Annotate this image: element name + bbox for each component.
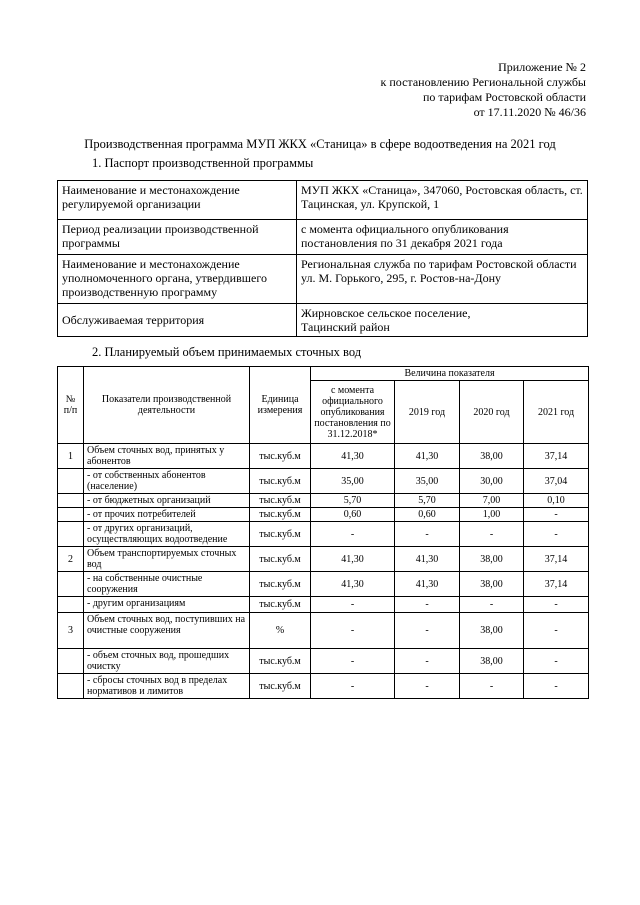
row-value: - [395, 522, 460, 547]
row-value: - [311, 674, 395, 699]
row-unit: % [250, 613, 311, 649]
row-number [58, 508, 84, 522]
row-value: - [524, 508, 589, 522]
row-value: - [460, 522, 524, 547]
appendix-line: от 17.11.2020 № 46/36 [473, 105, 586, 119]
table-row [58, 572, 589, 597]
row-value: 38,00 [460, 444, 524, 469]
row-value: 41,30 [395, 572, 460, 597]
header-value-group: Величина показателя [311, 367, 589, 381]
document-title: Производственная программа МУП ЖКХ «Станица» в сфере водоотведения на 2021 год [84, 137, 556, 151]
row-indicator: Объем сточных вод, поступивших на очистные сооружения [84, 613, 250, 649]
row-unit: тыс.куб.м [250, 649, 311, 674]
row-value: 0,60 [395, 508, 460, 522]
row-unit: тыс.куб.м [250, 547, 311, 572]
row-indicator: - от прочих потребителей [84, 508, 250, 522]
header-row [58, 367, 589, 381]
row-unit: тыс.куб.м [250, 572, 311, 597]
row-value: 41,30 [395, 547, 460, 572]
row-number [58, 649, 84, 674]
row-value: 1,00 [460, 508, 524, 522]
row-value: - [395, 597, 460, 613]
table-row [58, 547, 589, 572]
row-number [58, 674, 84, 699]
passport-row [58, 255, 588, 304]
section-2-title: 2. Планируемый объем принимаемых сточных вод [92, 345, 362, 359]
row-indicator: - объем сточных вод, прошедших очистку [84, 649, 250, 674]
row-value: 0,10 [524, 494, 589, 508]
passport-label: Наименование и местонахождение регулируемой организации [58, 181, 297, 220]
table-row [58, 674, 589, 699]
header-num: № п/п [58, 367, 84, 444]
table-row [58, 469, 589, 494]
header-col-3: 2020 год [460, 381, 524, 444]
row-indicator: - от других организаций, осуществляющих водоотведение [84, 522, 250, 547]
row-value: 5,70 [395, 494, 460, 508]
row-unit: тыс.куб.м [250, 597, 311, 613]
row-value: 38,00 [460, 572, 524, 597]
row-value: 41,30 [311, 572, 395, 597]
row-number: 3 [58, 613, 84, 649]
table-row [58, 494, 589, 508]
header-col-4: 2021 год [524, 381, 589, 444]
row-value: - [524, 597, 589, 613]
row-unit: тыс.куб.м [250, 508, 311, 522]
row-number [58, 494, 84, 508]
row-value: 30,00 [460, 469, 524, 494]
passport-label: Обслуживаемая территория [58, 304, 297, 337]
table-row [58, 522, 589, 547]
row-value: - [395, 649, 460, 674]
row-indicator: - на собственные очистные сооружения [84, 572, 250, 597]
appendix-line: Приложение № 2 [498, 60, 586, 74]
row-value: 41,30 [311, 547, 395, 572]
row-unit: тыс.куб.м [250, 469, 311, 494]
row-number [58, 469, 84, 494]
row-indicator: Объем транспортируемых сточных вод [84, 547, 250, 572]
row-number [58, 597, 84, 613]
header-col-2: 2019 год [395, 381, 460, 444]
table-row [58, 649, 589, 674]
row-indicator: - другим организациям [84, 597, 250, 613]
row-indicator: - от собственных абонентов (население) [84, 469, 250, 494]
row-value: 35,00 [311, 469, 395, 494]
row-value: 38,00 [460, 547, 524, 572]
row-indicator: - сбросы сточных вод в пределах нормативов и лимитов [84, 674, 250, 699]
row-unit: тыс.куб.м [250, 494, 311, 508]
row-value: 7,00 [460, 494, 524, 508]
row-value: - [460, 597, 524, 613]
row-value: - [524, 522, 589, 547]
row-value: - [395, 674, 460, 699]
row-value: 38,00 [460, 649, 524, 674]
section-1-title: 1. Паспорт производственной программы [92, 156, 314, 170]
row-value: - [311, 522, 395, 547]
row-number [58, 522, 84, 547]
row-value: - [395, 613, 460, 649]
row-value: - [524, 613, 589, 649]
passport-label: Период реализации производственной программы [58, 220, 297, 255]
row-value: 41,30 [395, 444, 460, 469]
row-value: 38,00 [460, 613, 524, 649]
row-unit: тыс.куб.м [250, 522, 311, 547]
appendix-header [381, 60, 586, 120]
header-unit: Единица измерения [250, 367, 311, 444]
passport-row [58, 304, 588, 337]
row-unit: тыс.куб.м [250, 444, 311, 469]
row-value: - [311, 613, 395, 649]
row-number [58, 572, 84, 597]
passport-value: Региональная служба по тарифам Ростовской области ул. М. Горького, 295, г. Ростов-на-Дону [297, 255, 588, 304]
row-value: 0,60 [311, 508, 395, 522]
table-row [58, 613, 589, 649]
table-row [58, 444, 589, 469]
row-number: 1 [58, 444, 84, 469]
row-number: 2 [58, 547, 84, 572]
appendix-line: по тарифам Ростовской области [422, 90, 586, 104]
row-value: 37,14 [524, 572, 589, 597]
volume-table [57, 366, 589, 699]
row-value: - [311, 649, 395, 674]
row-unit: тыс.куб.м [250, 674, 311, 699]
passport-row [58, 181, 588, 220]
row-value: 35,00 [395, 469, 460, 494]
passport-value: МУП ЖКХ «Станица», 347060, Ростовская область, ст. Тацинская, ул. Крупской, 1 [297, 181, 588, 220]
passport-value: Жирновское сельское поселение, Тацинский район [297, 304, 588, 337]
appendix-line: к постановлению Региональной службы [380, 75, 586, 89]
row-value: 5,70 [311, 494, 395, 508]
row-indicator: Объем сточных вод, принятых у абонентов [84, 444, 250, 469]
row-value: 37,04 [524, 469, 589, 494]
table-row [58, 597, 589, 613]
row-value: - [311, 597, 395, 613]
row-value: - [524, 674, 589, 699]
row-value: - [524, 649, 589, 674]
row-indicator: - от бюджетных организаций [84, 494, 250, 508]
row-value: 37,14 [524, 547, 589, 572]
table-row [58, 508, 589, 522]
passport-row [58, 220, 588, 255]
passport-value: с момента официального опубликования постановления по 31 декабря 2021 года [297, 220, 588, 255]
row-value: 37,14 [524, 444, 589, 469]
row-value: - [460, 674, 524, 699]
row-value: 41,30 [311, 444, 395, 469]
header-indicator: Показатели производственной деятельности [84, 367, 250, 444]
header-col-1: с момента официального опубликования постановления по 31.12.2018* [311, 381, 395, 444]
passport-label: Наименование и местонахождение уполномоченного органа, утвердившего производственную программу [58, 255, 297, 304]
passport-table [57, 180, 588, 337]
